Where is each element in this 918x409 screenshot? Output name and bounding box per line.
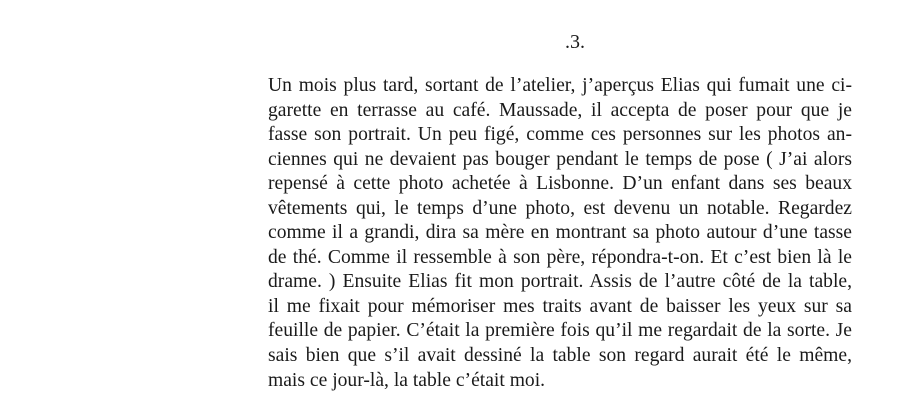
paragraph-line: repensé à cette photo achetée à Lisbonne. D’un enfant dans ses beaux (268, 173, 852, 195)
chapter-number-row (0, 28, 918, 56)
paragraph-line: drame. ) Ensuite Elias fit mon portrait. Assis de l’autre côté de la table, (268, 271, 852, 293)
paragraph-line: fasse son portrait. Un peu figé, comme ces personnes sur les photos an- (268, 124, 852, 146)
paragraph-line: ciennes qui ne devaient pas bouger pendant le temps de pose ( J’ai alors (268, 148, 852, 170)
paragraph-line: feuille de papier. C’était la première fois qu’il me regardait de la sorte. Je (268, 320, 852, 342)
chapter-number: .3. (565, 31, 585, 53)
paragraph-line: de thé. Comme il ressemble à son père, répondra-t-on. Et c’est bien là le (268, 246, 852, 268)
paragraph-line: comme il a grandi, dira sa mère en montrant sa photo autour d’une tasse (268, 222, 852, 244)
paragraph-line: Un mois plus tard, sortant de l’atelier, j’aperçus Elias qui fumait une ci- (268, 75, 852, 96)
paragraph-line: mais ce jour-là, la table c’était moi. (268, 369, 546, 391)
paragraph (268, 74, 852, 393)
paragraph-line: sais bien que s’il avait dessiné la table son regard aurait été le même, (268, 345, 852, 367)
paragraph-line: garette en terrasse au café. Maussade, il accepta de poser pour que je (268, 99, 852, 121)
paragraph-line: vêtements qui, le temps d’une photo, est devenu un notable. Regardez (268, 197, 852, 219)
paragraph-line: il me fixait pour mémoriser mes traits avant de baisser les yeux sur sa (268, 295, 852, 317)
